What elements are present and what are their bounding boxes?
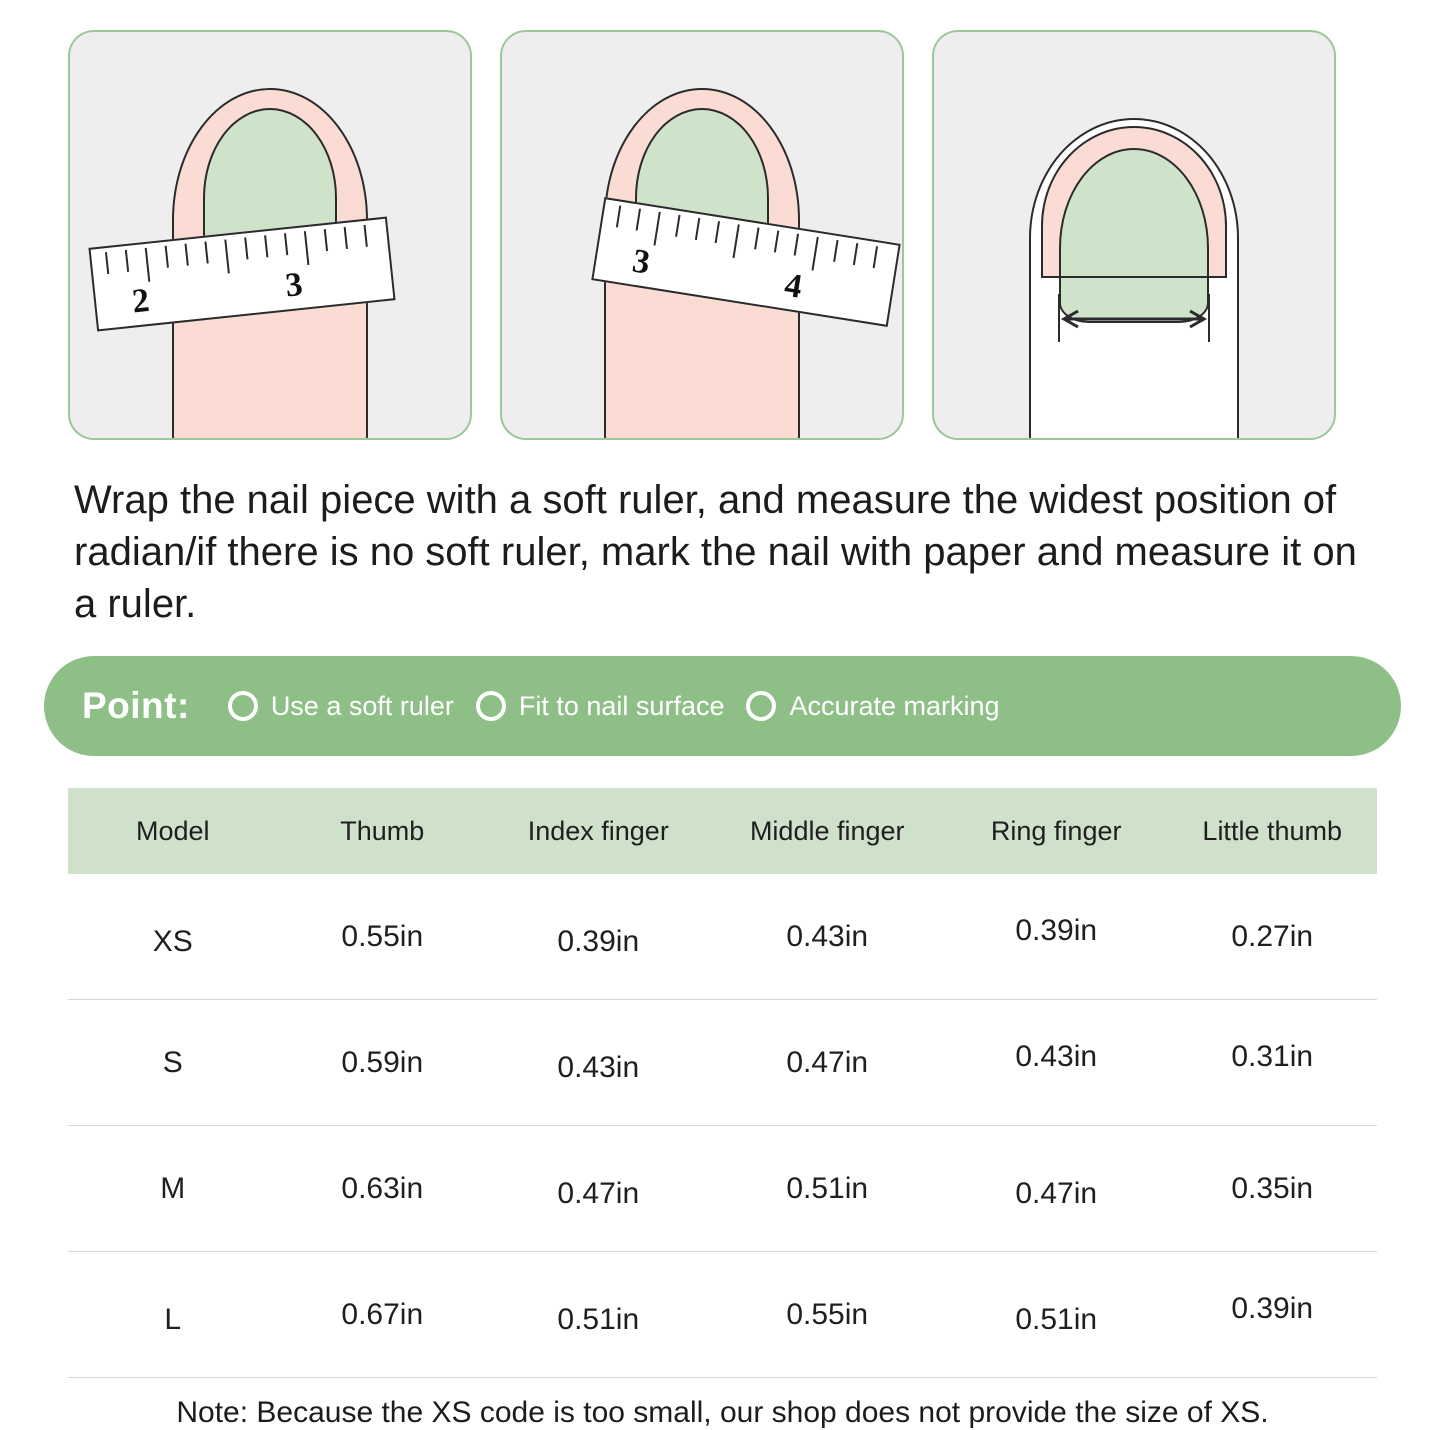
cell-index-finger: 0.47in: [487, 1126, 709, 1252]
point-item-1-label: Use a soft ruler: [270, 690, 454, 721]
point-item-3-label: Accurate marking: [789, 690, 1000, 721]
cell-thumb: 0.63in: [278, 1126, 488, 1252]
cell-middle-finger: 0.43in: [710, 874, 945, 1000]
cell-middle-finger: 0.47in: [710, 1000, 945, 1126]
table-row: [68, 874, 1377, 1000]
cell-model: S: [68, 1000, 278, 1126]
cell-little-thumb: 0.39in: [1167, 1252, 1377, 1378]
cell-ring-finger: 0.51in: [945, 1252, 1167, 1378]
circle-bullet-icon: [746, 691, 776, 721]
nail-illustration: [1059, 148, 1209, 323]
double-arrow-icon: [1058, 306, 1210, 332]
illustration-card-width-arrow: [932, 30, 1336, 440]
column-header-ring-finger: Ring finger: [945, 788, 1167, 874]
tape-ticks: [91, 223, 389, 288]
size-table-wrap: [0, 756, 1445, 1378]
arrow-tick-left: [1058, 294, 1060, 342]
table-row: [68, 1000, 1377, 1126]
point-item-3: [746, 691, 999, 722]
circle-bullet-icon: [476, 691, 506, 721]
illustration-card-tape-2-3: [68, 30, 472, 440]
table-header-row: [68, 788, 1377, 874]
table-row: [68, 1126, 1377, 1252]
column-header-little-thumb: Little thumb: [1167, 788, 1377, 874]
point-banner: [44, 656, 1401, 756]
tape-number-right: 4: [782, 266, 805, 306]
nail-tip-illustration: [1029, 118, 1239, 440]
table-note: Note: Because the XS code is too small, our shop does not provide the size of XS.: [176, 1396, 1269, 1429]
tape-number-left: 3: [629, 242, 653, 282]
table-header: [68, 788, 1377, 874]
point-item-2: [476, 691, 725, 722]
point-item-1: [228, 691, 454, 722]
column-header-index-finger: Index finger: [487, 788, 709, 874]
illustration-card-tape-3-4: [500, 30, 904, 440]
table-row: [68, 1252, 1377, 1378]
cell-little-thumb: 0.35in: [1167, 1126, 1377, 1252]
cell-index-finger: 0.43in: [487, 1000, 709, 1126]
cell-model: L: [68, 1252, 278, 1378]
point-item-2-label: Fit to nail surface: [518, 690, 725, 721]
illustration-row: [0, 0, 1445, 440]
column-header-middle-finger: Middle finger: [710, 788, 945, 874]
tape-number-right: 3: [283, 265, 305, 305]
cell-middle-finger: 0.51in: [710, 1126, 945, 1252]
column-header-model: Model: [68, 788, 278, 874]
arrow-tick-right: [1208, 294, 1210, 342]
cell-thumb: 0.67in: [278, 1252, 488, 1378]
cell-little-thumb: 0.31in: [1167, 1000, 1377, 1126]
point-banner-wrap: [0, 630, 1445, 756]
table-body: [68, 874, 1377, 1378]
cell-index-finger: 0.39in: [487, 874, 709, 1000]
cell-thumb: 0.59in: [278, 1000, 488, 1126]
finger-skin: [1041, 126, 1227, 276]
cell-middle-finger: 0.55in: [710, 1252, 945, 1378]
cell-index-finger: 0.51in: [487, 1252, 709, 1378]
size-table: [68, 788, 1377, 1378]
cell-ring-finger: 0.43in: [945, 1000, 1167, 1126]
width-arrow: [1058, 306, 1210, 332]
cell-model: M: [68, 1126, 278, 1252]
cell-ring-finger: 0.39in: [945, 874, 1167, 1000]
tape-number-left: 2: [130, 281, 152, 321]
cell-little-thumb: 0.27in: [1167, 874, 1377, 1000]
cell-thumb: 0.55in: [278, 874, 488, 1000]
cell-ring-finger: 0.47in: [945, 1126, 1167, 1252]
circle-bullet-icon: [228, 691, 258, 721]
cell-model: XS: [68, 874, 278, 1000]
nail-edge-line: [1041, 276, 1227, 278]
column-header-thumb: Thumb: [278, 788, 488, 874]
point-label: Point:: [82, 685, 190, 726]
instruction-paragraph: Wrap the nail piece with a soft ruler, and measure the widest position of radian/if there is no soft ruler, mark the nail with paper and measure it on a ruler.: [74, 478, 1357, 626]
